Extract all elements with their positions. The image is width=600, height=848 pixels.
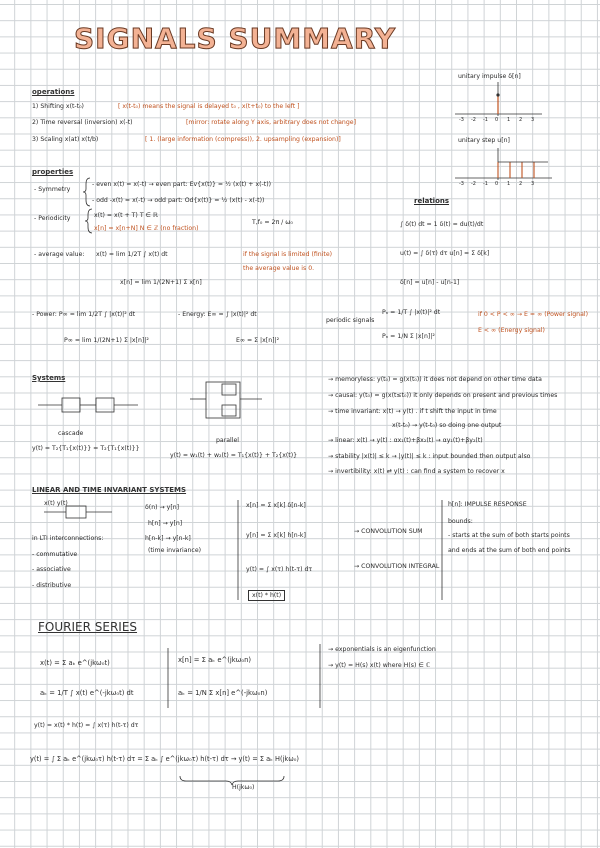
- fourier-brace-label: H(jkω₀): [232, 784, 255, 791]
- periodic-power: Pₙ = 1/T ∫ |x(t)|² dt: [382, 309, 441, 316]
- impulse-tick: 0: [495, 117, 499, 123]
- prop-even: - even x(t) = x(-t) → even part: Ev{x(t)} = ½ (x(t) + x(-t)): [92, 181, 272, 188]
- section-properties: properties: [32, 168, 74, 176]
- unit-impulse-label: unitary impulse δ[n]: [458, 73, 521, 80]
- impulse-tick: -1: [483, 117, 488, 123]
- prop-invertibility: → invertibility: x(t) ⇄ y(t) : can find a system to recover x: [328, 468, 505, 475]
- unit-step-label: unitary step u[n]: [458, 137, 510, 144]
- fourier-brace: [180, 776, 284, 785]
- impulse-tick: -2: [471, 117, 476, 123]
- power-def: - Power: P∞ = lim 1/2T ∫ |x(t)|² dt: [32, 311, 136, 318]
- section-fourier: FOURIER SERIES: [38, 620, 138, 634]
- prop-invariant-2: x(t-t₀) → y(t-t₀) so doing one output: [392, 422, 502, 429]
- prop-avg-label: - average value:: [34, 251, 85, 258]
- op-scaling: 3) Scaling x(at) x(t/b): [32, 136, 99, 143]
- impulse-tick: 1: [507, 117, 511, 123]
- unit-step-plot: [455, 148, 552, 180]
- lti-distributive: - distributive: [32, 582, 72, 589]
- prop-periodicity: - Periodicity: [34, 215, 71, 222]
- prop-period-eq: T,f₀ = 2π / ω₀: [252, 219, 293, 226]
- fourier-anal: aₖ = 1/T ∫ x(t) e^(-jkω₀t) dt: [40, 689, 134, 697]
- fourier-final: y(t) = ∫ Σ aₖ e^(jkω₀τ) h(t-τ) dτ = Σ aₖ ∫ e^(jkω₀τ) h(t-τ) dτ → y(t) = Σ aₖ H(jkω₀): [30, 755, 299, 763]
- lti-block: [44, 500, 442, 600]
- op-reversal-note: [mirror: rotate along Y axis, arbitrary does not change]: [186, 119, 356, 126]
- prop-linear: → linear: x(t) → y(t) : αx₁(t)+βx₂(t) → αy₁(t)+βy₂(t): [328, 437, 483, 444]
- relation-3: δ[n] = u[n] - u[n-1]: [400, 279, 460, 286]
- lti-sum-label: → CONVOLUTION SUM: [354, 528, 423, 535]
- lti-r1: δ(n) → y[n]: [145, 504, 180, 511]
- lti-r3: h[n-k] → y[n-k]: [145, 535, 191, 542]
- power-note-2: E < ∞ (Energy signal): [478, 327, 545, 334]
- fourier-anal-d: aₖ = 1/N Σ x[n] e^(-jkω₀n): [178, 689, 268, 697]
- impulse-tick: 2: [519, 117, 523, 123]
- energy-def: - Energy: E∞ = ∫ |x(t)|² dt: [178, 311, 257, 318]
- step-tick: 2: [519, 181, 523, 187]
- impulse-tick: -3: [459, 117, 464, 123]
- cascade-label: cascade: [58, 430, 84, 437]
- op-shifting: 1) Shifting x(t-t₀): [32, 103, 84, 110]
- prop-avg-note1: if the signal is limited (finite): [243, 251, 333, 258]
- periodicity-brace: [85, 209, 92, 233]
- lti-integral-label: → CONVOLUTION INTEGRAL: [354, 563, 440, 570]
- lti-in-out: x(t) y(t): [44, 500, 68, 507]
- lti-r2: h[n] → y[n]: [148, 520, 183, 527]
- lti-interconnect: in LTI interconnections:: [32, 535, 104, 542]
- cascade-diagram: [38, 398, 138, 412]
- section-operations: operations: [32, 88, 75, 96]
- lti-commutative: - commutative: [32, 551, 78, 558]
- cascade-eq: y(t) = T₂{T₁{x(t)}} = T₂{T₁{x(t)}}: [32, 445, 140, 452]
- prop-odd: - odd -x(t) = x(-t) → odd part: Od{x(t)} = ½ (x(t) - x(-t)): [92, 197, 265, 204]
- op-shifting-note: [ x(t-t₀) means the signal is delayed t₀ , x(t+t₀) to the left ]: [118, 103, 300, 110]
- impulse-tick: 3: [531, 117, 535, 123]
- lti-sum-y: y[n] = Σ x[k] h[n-k]: [246, 532, 306, 539]
- prop-invariant: → time invariant: x(t) → y(t) . if t shift the input in time: [328, 408, 497, 415]
- prop-avg1: x(t) = lim 1/2T ∫ x(t) dt: [96, 251, 168, 258]
- prop-avg2: x[n] = lim 1/(2N+1) Σ x[n]: [120, 279, 202, 286]
- step-tick: 1: [507, 181, 511, 187]
- op-scaling-note: [ 1. (large information (compress)), 2. upsampling (expansion)]: [145, 136, 341, 143]
- step-tick: 3: [531, 181, 535, 187]
- fourier-eig-2: → y(t) = H(s) x(t) where H(s) ∈ ℂ: [328, 662, 431, 669]
- relation-2: u(t) = ∫ δ(τ) dτ u[n] = Σ δ[k]: [400, 250, 490, 257]
- section-systems: Systems: [32, 374, 66, 382]
- periodic-power-discrete: Pₙ = 1/N Σ |x[n]|²: [382, 333, 435, 340]
- lti-impulse-response: h[n]: IMPULSE RESPONSE: [448, 501, 527, 508]
- prop-causal: → causal: y(t₀) = g(x(t≤t₀)) it only depends on present and previous times: [328, 392, 558, 399]
- section-lti: LINEAR AND TIME INVARIANT SYSTEMS: [32, 486, 187, 494]
- prop-per2: x[n] = x[n+N] N ∈ ℤ (no fraction): [94, 225, 199, 232]
- power-note-1: if 0 < P < ∞ → E = ∞ (Power signal): [478, 311, 588, 318]
- fourier-conv: y(t) = x(t) * h(t) = ∫ x(τ) h(t-τ) dτ: [34, 722, 139, 729]
- lti-associative: - associative: [32, 566, 71, 573]
- fourier-synth: x(t) = Σ aₖ e^(jkω₀t): [40, 659, 110, 667]
- periodic-label: periodic signals: [326, 317, 375, 324]
- prop-stability: → stability |x(t)| ≤ k → |y(t)| ≤ k : input bounded then output also: [328, 453, 531, 460]
- fourier-eig-1: → exponentials is an eigenfunction: [328, 646, 436, 653]
- lti-integral: y(t) = ∫ x(τ) h(t-τ) dτ: [246, 566, 313, 573]
- lti-boxed: x(t) * h(t): [248, 590, 285, 601]
- op-reversal: 2) Time reversal (inversion) x(-t): [32, 119, 133, 126]
- lti-bounds-1: - starts at the sum of both starts points: [448, 532, 570, 539]
- prop-per1: x(t) = x(t + T) T ∈ ℝ: [94, 212, 158, 219]
- page-title: SIGNALS SUMMARY: [74, 22, 397, 55]
- fourier-synth-d: x[n] = Σ aₖ e^(jkω₀n): [178, 656, 252, 664]
- parallel-diagram: [190, 382, 262, 418]
- relation-1: ∫ δ(t) dt = 1 δ(t) = du(t)/dt: [400, 221, 484, 228]
- lti-bounds-2: and ends at the sum of both end points: [448, 547, 571, 554]
- prop-symmetry: - Symmetry: [34, 186, 71, 193]
- prop-memoryless: → memoryless: y(t₀) = g(x(t₀)) it does not depend on other time data: [328, 376, 542, 383]
- energy-discrete: E∞ = Σ |x[n]|²: [236, 337, 280, 344]
- lti-bounds: bounds:: [448, 518, 473, 525]
- relations-label: relations: [414, 197, 450, 205]
- step-tick: -1: [483, 181, 488, 187]
- lti-sum-x: x[n] = Σ x[k] δ[n-k]: [246, 502, 306, 509]
- step-tick: 0: [495, 181, 499, 187]
- step-tick: -3: [459, 181, 464, 187]
- prop-avg-note2: the average value is 0.: [243, 265, 315, 272]
- lti-r4: (time invariance): [148, 547, 202, 554]
- symmetry-brace: [83, 178, 90, 206]
- parallel-label: parallel: [216, 437, 240, 444]
- unit-impulse-plot: [455, 82, 542, 116]
- step-tick: -2: [471, 181, 476, 187]
- parallel-eq: y(t) = w₁(t) + w₂(t) = T₁{x(t)} + T₂{x(t)}: [170, 452, 298, 459]
- power-discrete: P∞ = lim 1/(2N+1) Σ |x[n]|²: [64, 337, 149, 344]
